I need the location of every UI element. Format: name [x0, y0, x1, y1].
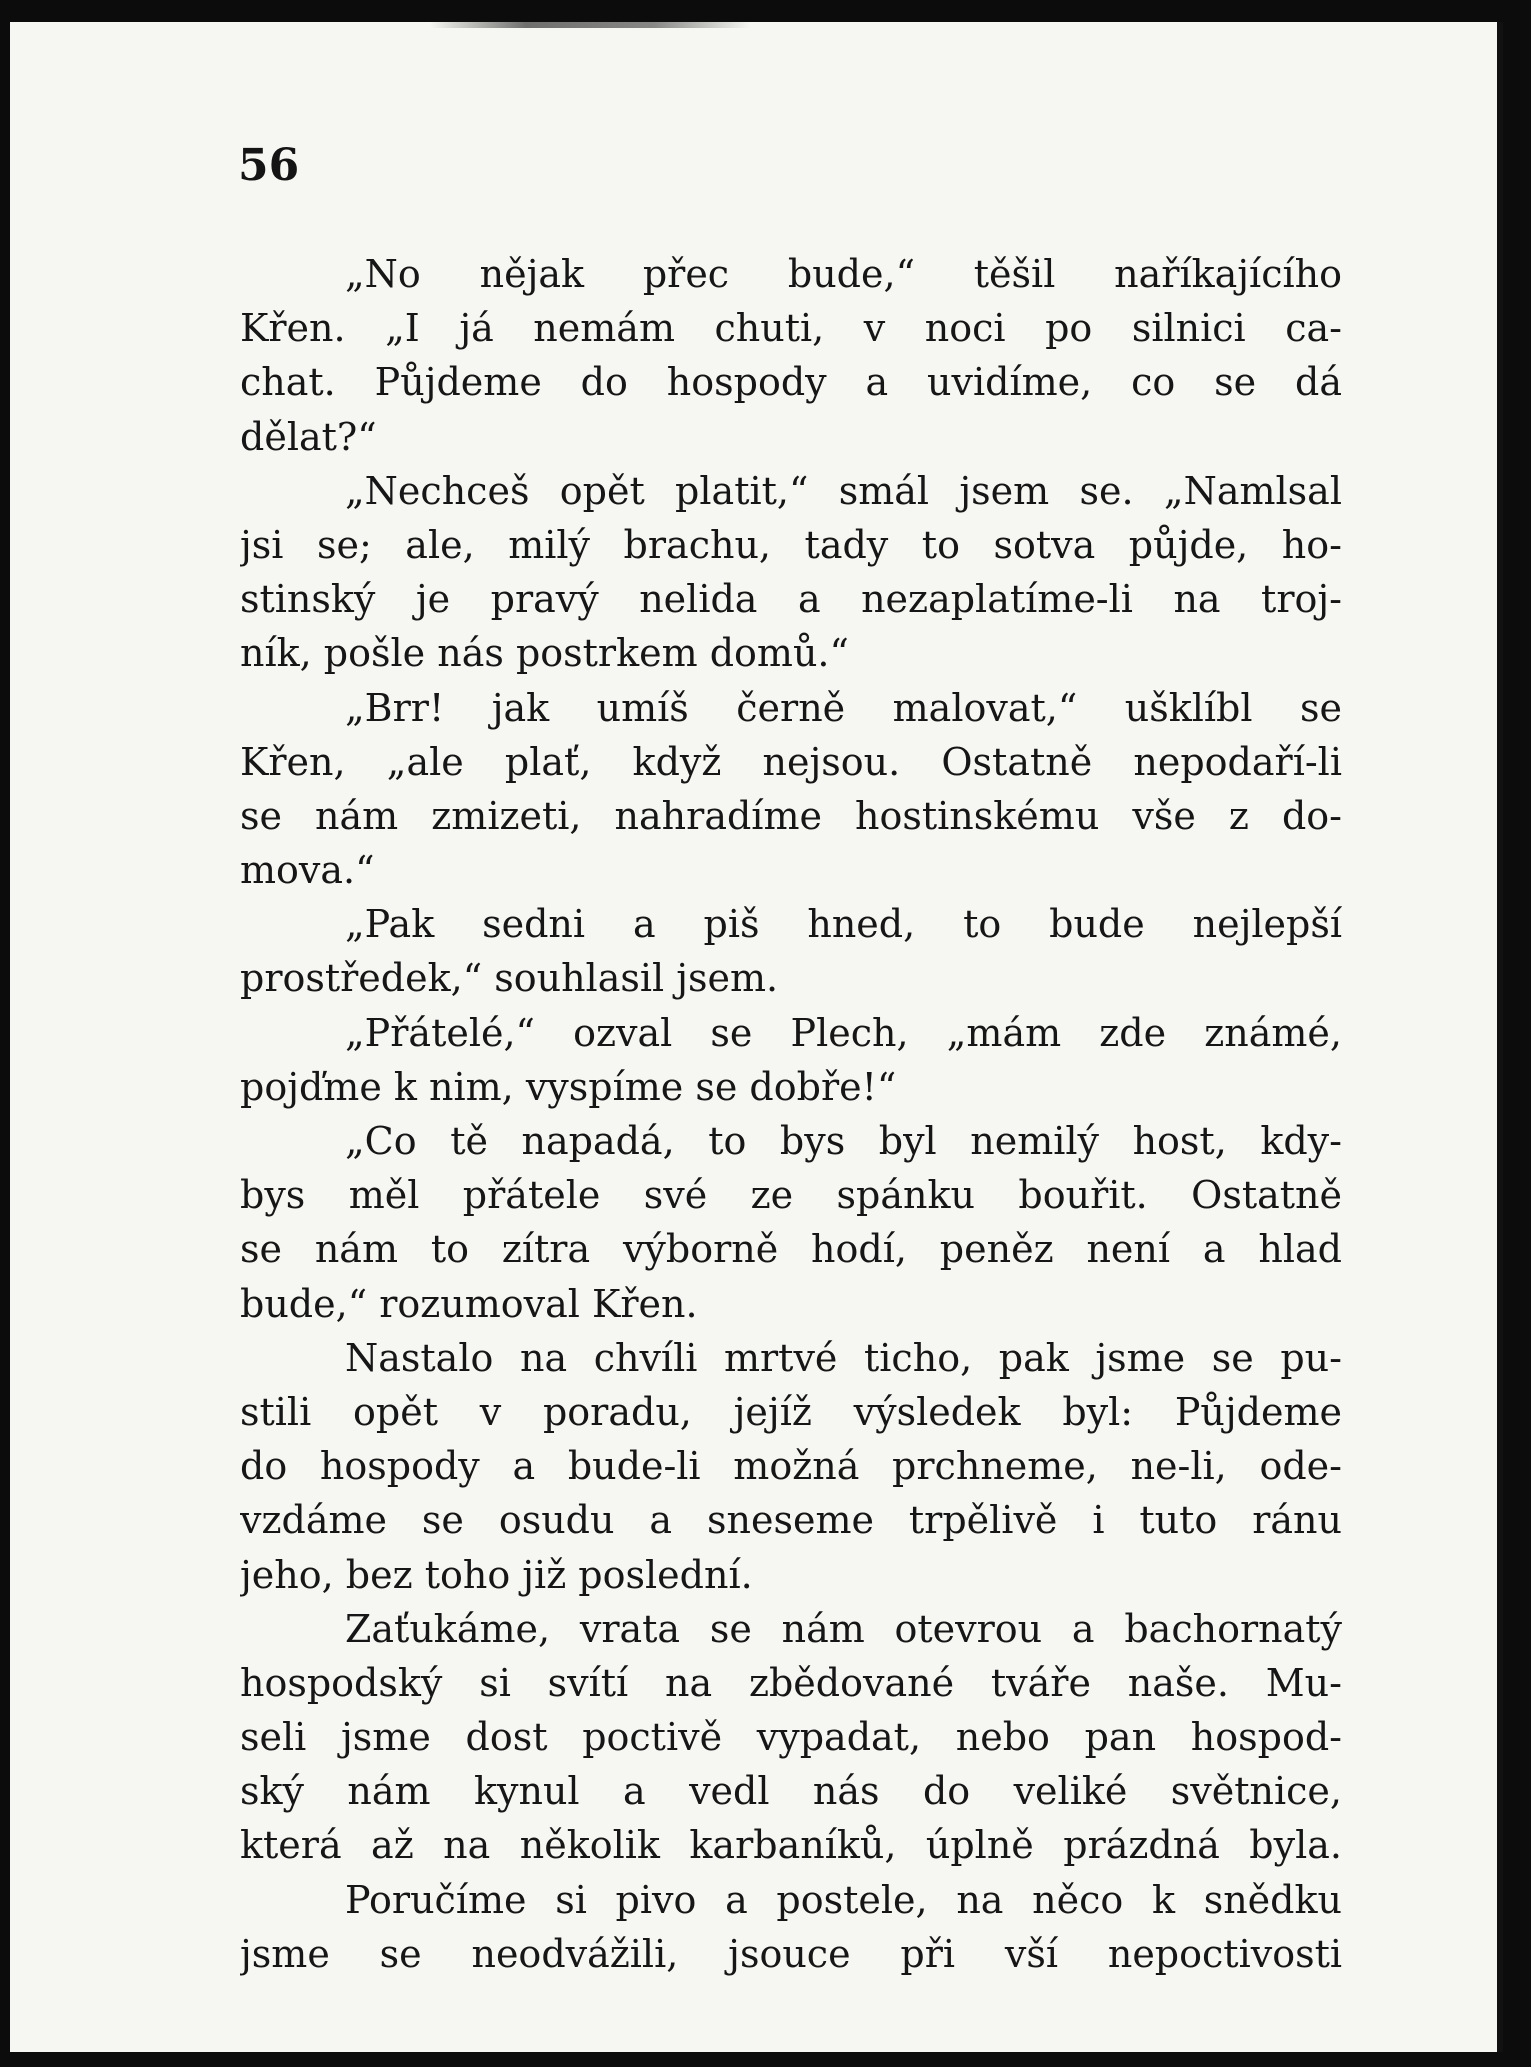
text-line: dělat?“: [240, 414, 377, 459]
body-text: [240, 247, 1342, 1981]
text-line: která až na několik karbaníků, úplně prázdná byla.: [240, 1823, 1342, 1868]
print-smudge: [430, 22, 750, 28]
text-line: prostředek,“ souhlasil jsem.: [240, 956, 779, 1001]
book-page: [10, 22, 1503, 2052]
text-line: Zaťukáme, vrata se nám otevrou a bachornatý: [345, 1606, 1342, 1651]
text-line: jsme se neodvážili, jsouce při vší nepoctivosti: [240, 1931, 1342, 1976]
text-line: Křen, „ale plať, když nejsou. Ostatně nepodaří-li: [240, 739, 1342, 784]
page-number: 56: [238, 140, 300, 191]
text-line: se nám to zítra výborně hodí, peněz není a hlad: [240, 1227, 1342, 1272]
text-line: hospodský si svítí na zbědované tváře naše. Mu-: [240, 1660, 1342, 1705]
text-line: Poručíme si pivo a postele, na něco k snědku: [345, 1877, 1342, 1922]
text-line: „Nechceš opět platit,“ smál jsem se. „Namlsal: [345, 468, 1342, 513]
text-line: Křen. „I já nemám chuti, v noci po silnici ca-: [240, 306, 1342, 351]
text-line: pojďme k nim, vyspíme se dobře!“: [240, 1064, 897, 1109]
page-edge: [1497, 22, 1503, 2052]
text-line: „Pak sedni a piš hned, to bude nejlepší: [345, 902, 1342, 947]
text-line: stinský je pravý nelida a nezaplatíme-li na troj-: [240, 577, 1342, 622]
text-line: „No nějak přec bude,“ těšil naříkajícího: [345, 252, 1342, 296]
text-line: „Brr! jak umíš černě malovat,“ ušklíbl se: [345, 685, 1342, 730]
text-line: jsi se; ale, milý brachu, tady to sotva půjde, ho-: [240, 522, 1342, 567]
text-line: ník, pošle nás postrkem domů.“: [240, 631, 849, 676]
text-line: bude,“ rozumoval Křen.: [240, 1281, 698, 1326]
text-line: stili opět v poradu, jejíž výsledek byl: Půjdeme: [240, 1389, 1342, 1434]
text-line: bys měl přátele své ze spánku bouřit. Ostatně: [240, 1173, 1342, 1218]
text-line: seli jsme dost poctivě vypadat, nebo pan hospod-: [240, 1715, 1342, 1760]
text-line: ský nám kynul a vedl nás do veliké světnice,: [240, 1769, 1342, 1814]
text-line: „Co tě napadá, to bys byl nemilý host, kdy-: [345, 1119, 1342, 1163]
text-line: do hospody a bude-li možná prchneme, ne-li, ode-: [240, 1444, 1342, 1489]
text-line: se nám zmizeti, nahradíme hostinskému vše z do-: [240, 793, 1342, 838]
text-line: jeho, bez toho již poslední.: [240, 1552, 753, 1597]
text-line: chat. Půjdeme do hospody a uvidíme, co se dá: [240, 360, 1342, 405]
text-line: vzdáme se osudu a sneseme trpělivě i tuto ránu: [240, 1498, 1342, 1543]
text-line: mova.“: [240, 848, 375, 893]
text-line: „Přátelé,“ ozval se Plech, „mám zde známé,: [345, 1010, 1342, 1055]
text-line: Nastalo na chvíli mrtvé ticho, pak jsme se pu-: [345, 1335, 1342, 1380]
